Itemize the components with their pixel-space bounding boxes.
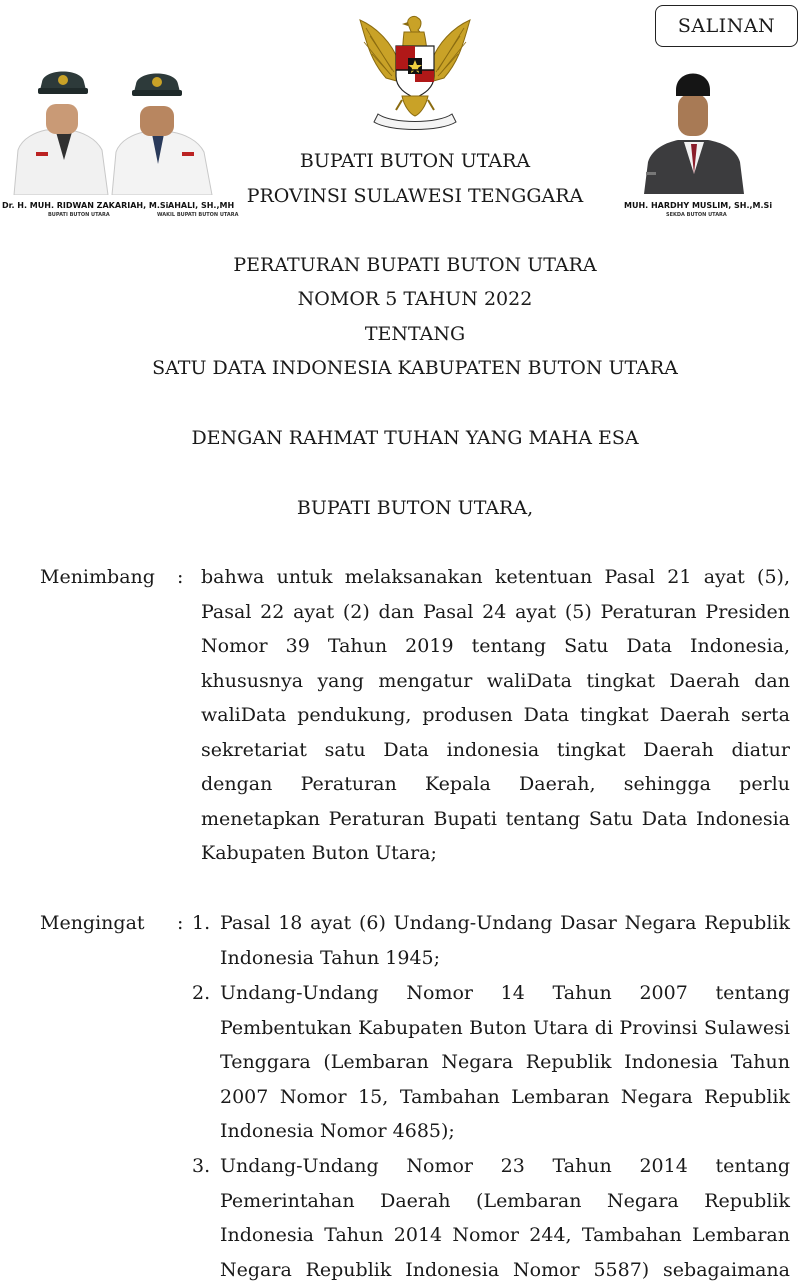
official-name-2: AHALI, SH.,MH <box>168 201 235 210</box>
mengingat-item-text-1: Pasal 18 ayat (6) Undang-Undang Dasar Negara Republik Indonesia Tahun 1945; <box>220 912 790 969</box>
official-role-1: BUPATI BUTON UTARA <box>48 212 110 218</box>
mengingat-item-num-3: 3. <box>192 1155 211 1177</box>
mengingat-item-text-2: Undang-Undang Nomor 14 Tahun 2007 tentang Pembentukan Kabupaten Buton Utara di Provinsi Sulawesi Tenggara (Lembaran Negara Republik Indonesia Tahun 2007 Nomor 15, Tambahan Lembaran Negara Republik Indonesia Nomor 4685); <box>220 982 790 1142</box>
regulation-subject: SATU DATA INDONESIA KABUPATEN BUTON UTARA <box>152 357 678 379</box>
menimbang-label: Menimbang <box>40 566 155 588</box>
official-role-3: SEKDA BUTON UTARA <box>666 212 727 218</box>
header-line-2: PROVINSI SULAWESI TENGGARA <box>246 185 584 207</box>
mengingat-label: Mengingat <box>40 912 145 934</box>
header-line-1: BUPATI BUTON UTARA <box>299 150 531 172</box>
regulation-about: TENTANG <box>364 323 466 345</box>
official-role-2: WAKIL BUPATI BUTON UTARA <box>157 212 239 218</box>
menimbang-colon: : <box>177 566 184 588</box>
salinan-stamp: SALINAN <box>655 5 798 47</box>
officials-photo-left <box>12 60 217 195</box>
menimbang-text: bahwa untuk melaksanakan ketentuan Pasal 21 ayat (5), Pasal 22 ayat (2) dan Pasal 24 ayat (5) Peraturan Presiden Nomor 39 Tahun 2019 tentang Satu Data Indonesia, khususnya yang mengatur waliData tingkat Daerah dan waliData pendukung, produsen Data tingkat Daerah serta sekretariat satu Data indonesia tingkat Daerah diatur dengan Peraturan Kepala Daerah, sehingga perlu menetapkan Peraturan Bupati tentang Satu Data Indonesia Kabupaten Buton Utara; <box>201 566 790 864</box>
preamble: DENGAN RAHMAT TUHAN YANG MAHA ESA <box>191 427 639 449</box>
mengingat-item-text-3: Undang-Undang Nomor 23 Tahun 2014 tentang Pemerintahan Daerah (Lembaran Negara Republik Indonesia Tahun 2014 Nomor 244, Tambahan Lembaran Negara Republik Indonesia Nomor 5587) sebagaimana <box>220 1155 790 1281</box>
mengingat-item-num-1: 1. <box>192 912 211 934</box>
official-name-3: MUH. HARDHY MUSLIM, SH.,M.Si <box>624 201 773 210</box>
regulation-number: NOMOR 5 TAHUN 2022 <box>297 288 533 310</box>
official-name-1: Dr. H. MUH. RIDWAN ZAKARIAH, M.Si <box>2 201 169 210</box>
issuer: BUPATI BUTON UTARA, <box>296 497 534 519</box>
garuda-emblem-icon <box>352 10 478 135</box>
official-photo-right <box>642 62 746 194</box>
mengingat-item-num-2: 2. <box>192 982 211 1004</box>
regulation-title: PERATURAN BUPATI BUTON UTARA <box>233 254 597 276</box>
mengingat-colon: : <box>177 912 184 934</box>
